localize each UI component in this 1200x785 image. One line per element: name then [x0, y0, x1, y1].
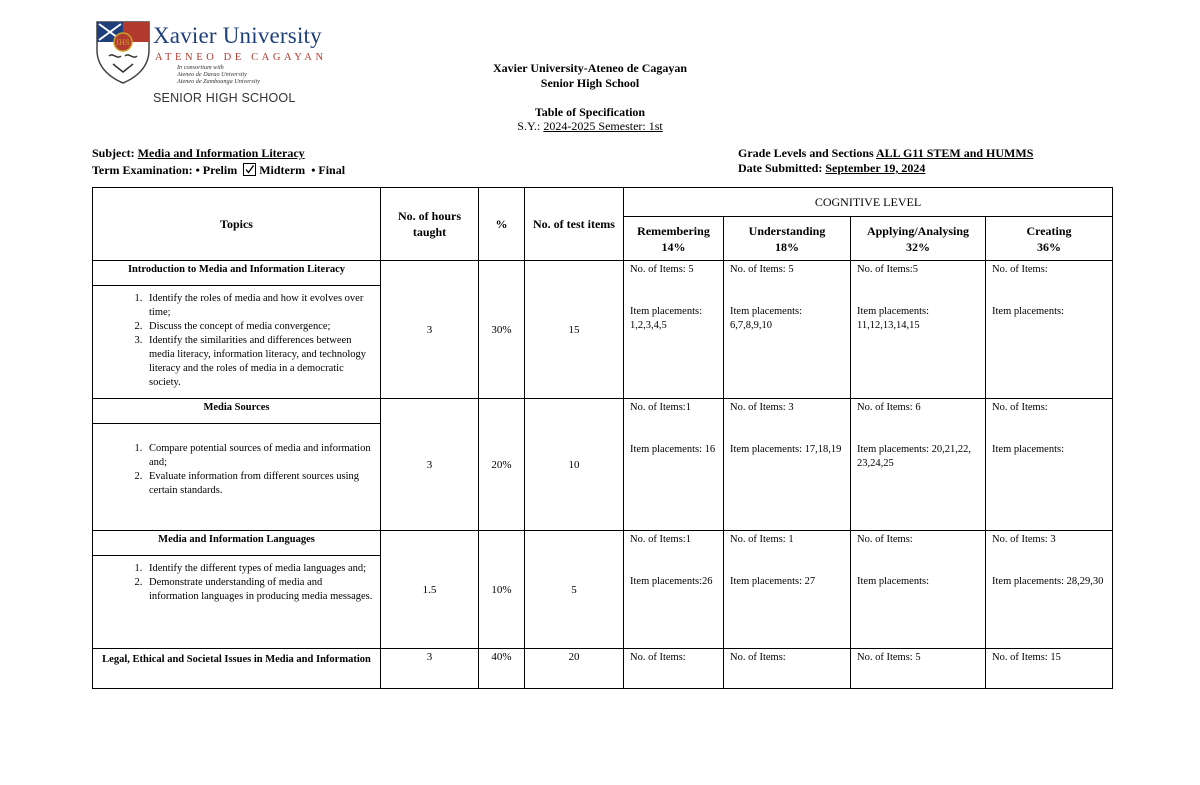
- topic-cell: [93, 261, 381, 399]
- institution-name: Xavier University-Ateneo de Cagayan: [492, 61, 688, 75]
- creating-cell: No. of Items: Item placements:: [986, 399, 1113, 531]
- understanding-cell: No. of Items: 1 Item placements: 27: [724, 531, 851, 649]
- hours-cell: 3: [381, 649, 479, 689]
- objectives-list: 1. Identify the roles of media and how it evolves over time; 2. Discuss the concept of media convergence; 3. Identify the similarities and differences between media literacy, information literacy, and technology literacy and the roles of media in a democratic society.: [97, 292, 374, 390]
- term-line: Term Examination: • Prelim Midterm • Final: [92, 163, 346, 177]
- topic-cell: [93, 649, 381, 689]
- header-understanding: Understanding 18%: [724, 217, 851, 261]
- grade-value: ALL G11 STEM and HUMMS: [876, 146, 1034, 160]
- topic-title: Introduction to Media and Information Literacy: [93, 261, 380, 286]
- header-remembering: Remembering 14%: [624, 217, 724, 261]
- table-row: [93, 399, 1113, 531]
- table-row: [93, 261, 1113, 399]
- objectives-list: 1. Identify the different types of media languages and; 2. Demonstrate understanding of media and information languages in producing media messages.: [97, 562, 374, 604]
- percent-cell: 40%: [479, 649, 525, 689]
- logo-subtitle: ATENEO DE CAGAYAN: [155, 52, 327, 63]
- shield-icon: [95, 20, 151, 84]
- hours-cell: 3: [381, 399, 479, 531]
- header-cognitive-level: COGNITIVE LEVEL: [624, 188, 1113, 217]
- objectives-list: 1. Compare potential sources of media and information and; 2. Evaluate information from different sources using certain standards.: [97, 442, 374, 498]
- checkbox-checked-icon: [243, 163, 256, 176]
- percent-cell: 30%: [479, 261, 525, 399]
- creating-cell: No. of Items: 15: [986, 649, 1113, 689]
- remembering-cell: No. of Items:1 Item placements:26: [624, 531, 724, 649]
- school-name: Senior High School: [540, 76, 640, 90]
- header-creating: Creating 36%: [986, 217, 1113, 261]
- specification-table: [92, 187, 1113, 689]
- understanding-cell: No. of Items:: [724, 649, 851, 689]
- understanding-cell: No. of Items: 3 Item placements: 17,18,19: [724, 399, 851, 531]
- remembering-cell: No. of Items:1 Item placements: 16: [624, 399, 724, 531]
- creating-cell: No. of Items: Item placements:: [986, 261, 1113, 399]
- subject-line: Subject: Media and Information Literacy: [92, 146, 305, 160]
- percent-cell: 20%: [479, 399, 525, 531]
- header-hours: No. of hours taught: [381, 188, 479, 261]
- header-topics: Topics: [93, 188, 381, 261]
- school-year: S.Y.: 2024-2025 Semester: 1st: [517, 119, 663, 133]
- understanding-cell: No. of Items: 5 Item placements: 6,7,8,9,10: [724, 261, 851, 399]
- applying-cell: No. of Items: 6 Item placements: 20,21,22, 23,24,25: [851, 399, 986, 531]
- header-applying: Applying/Analysing 32%: [851, 217, 986, 261]
- remembering-cell: No. of Items: 5 Item placements: 1,2,3,4,5: [624, 261, 724, 399]
- header-percent: %: [479, 188, 525, 261]
- topic-cell: [93, 531, 381, 649]
- items-cell: 10: [525, 399, 624, 531]
- document-title: Table of Specification: [534, 105, 646, 119]
- applying-cell: No. of Items:5 Item placements: 11,12,13,14,15: [851, 261, 986, 399]
- date-value: September 19, 2024: [825, 161, 926, 175]
- topic-cell: [93, 399, 381, 531]
- percent-cell: 10%: [479, 531, 525, 649]
- topic-title: Legal, Ethical and Societal Issues in Media and Information: [102, 654, 371, 665]
- logo-school: SENIOR HIGH SCHOOL: [153, 91, 296, 105]
- header-items: No. of test items: [525, 188, 624, 261]
- hours-cell: 1.5: [381, 531, 479, 649]
- logo-wordmark: Xavier University: [153, 23, 322, 48]
- items-cell: 5: [525, 531, 624, 649]
- table-row: [93, 649, 1113, 689]
- subject-value: Media and Information Literacy: [137, 146, 305, 160]
- creating-cell: No. of Items: 3 Item placements: 28,29,30: [986, 531, 1113, 649]
- term-option-final: • Final: [311, 163, 346, 177]
- topic-title: Media and Information Languages: [93, 531, 380, 556]
- applying-cell: No. of Items: 5: [851, 649, 986, 689]
- topic-title: Media Sources: [93, 399, 380, 424]
- svg-text:IHS: IHS: [116, 39, 130, 47]
- table-row: [93, 531, 1113, 649]
- applying-cell: No. of Items: Item placements:: [851, 531, 986, 649]
- term-option-midterm: Midterm: [259, 163, 306, 177]
- term-option-prelim: • Prelim: [195, 163, 238, 177]
- logo-consortium: In consortium with Ateneo de Davao University Ateneo de Zamboanga University: [177, 64, 260, 86]
- date-line: Date Submitted: September 19, 2024: [738, 161, 926, 175]
- items-cell: 15: [525, 261, 624, 399]
- hours-cell: 3: [381, 261, 479, 399]
- university-logo: [95, 20, 335, 110]
- items-cell: 20: [525, 649, 624, 689]
- remembering-cell: No. of Items:: [624, 649, 724, 689]
- grade-line: Grade Levels and Sections ALL G11 STEM and HUMMS: [738, 146, 1034, 160]
